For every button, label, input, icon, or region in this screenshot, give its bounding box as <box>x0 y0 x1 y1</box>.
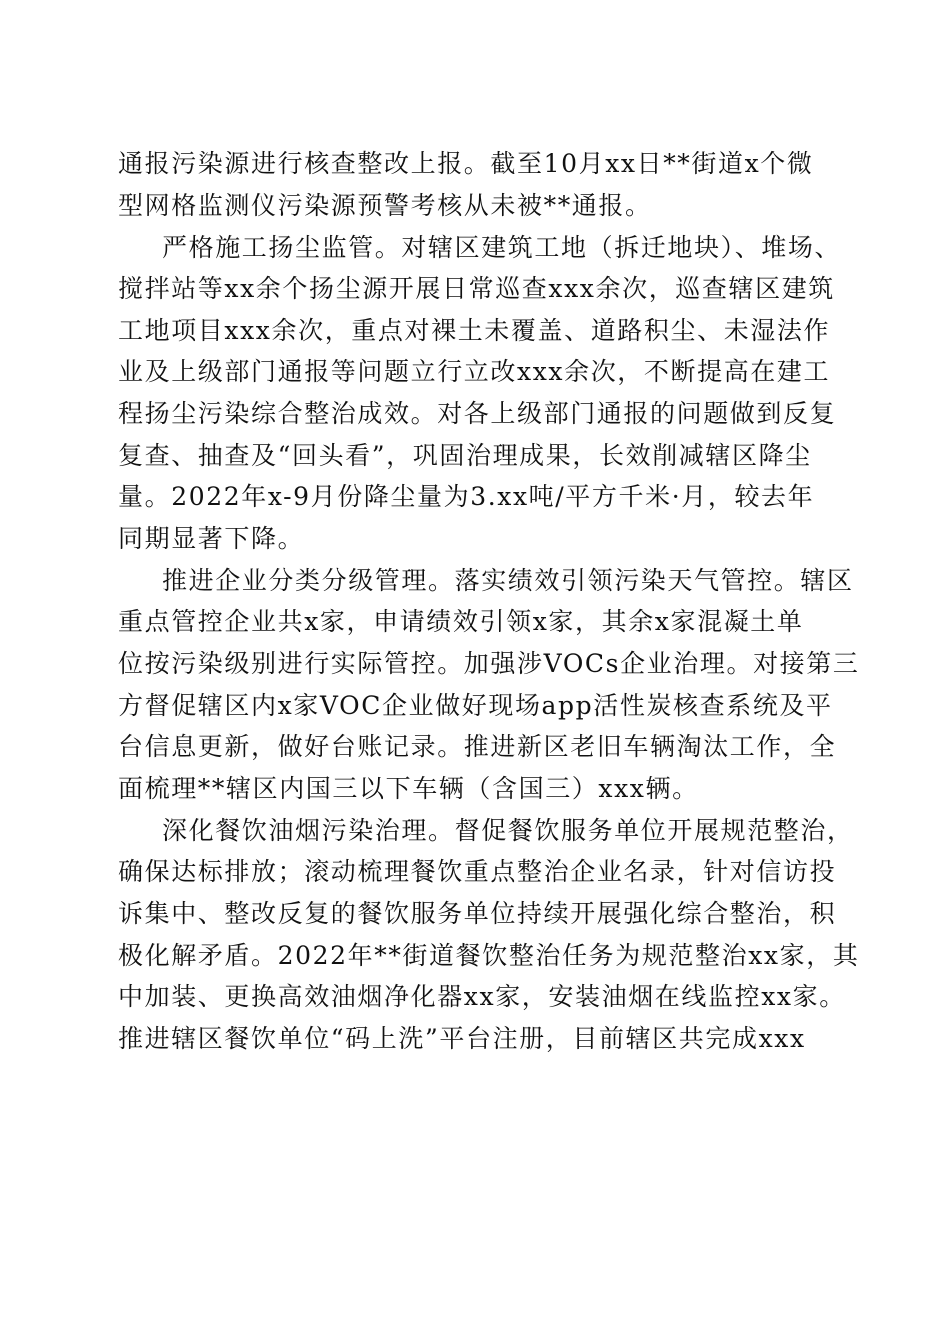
text-line: 复查、抽查及“回头看”，巩固治理成果，长效削减辖区降尘 <box>118 441 812 470</box>
text-line: 工地项目xxx余次，重点对裸土未覆盖、道路积尘、未湿法作 <box>118 316 831 345</box>
text-line: 同期显著下降。 <box>118 524 305 553</box>
text-line: 诉集中、整改反复的餐饮服务单位持续开展强化综合整治，积 <box>118 899 837 928</box>
text-line: 通报污染源进行核查整改上报。截至10月xx日**街道x个微 <box>118 149 814 178</box>
text-line: 中加装、更换高效油烟净化器xx家，安装油烟在线监控xx家。 <box>118 982 846 1011</box>
text-line: 业及上级部门通报等问题立行立改xxx余次，不断提高在建工 <box>118 357 831 386</box>
paragraph-start-line: 深化餐饮油烟污染治理。督促餐饮服务单位开展规范整治， <box>162 816 854 845</box>
text-line: 程扬尘污染综合整治成效。对各上级部门通报的问题做到反复 <box>118 399 837 428</box>
text-line: 重点管控企业共x家，申请绩效引领x家，其余x家混凝土单 <box>118 607 804 636</box>
paragraph-start-line: 严格施工扬尘监管。对辖区建筑工地（拆迁地块）、堆场、 <box>162 233 842 262</box>
text-line: 方督促辖区内x家VOC企业做好现场app活性炭核查系统及平 <box>118 691 833 720</box>
text-line: 台信息更新，做好台账记录。推进新区老旧车辆淘汰工作，全 <box>118 732 837 761</box>
text-line: 量。2022年x-9月份降尘量为3.xx吨/平方千米·月，较去年 <box>118 482 815 511</box>
text-line: 极化解矛盾。2022年**街道餐饮整治任务为规范整治xx家，其 <box>118 941 860 970</box>
text-line: 面梳理**辖区内国三以下车辆（含国三）xxx辆。 <box>118 774 699 803</box>
text-line: 搅拌站等xx余个扬尘源开展日常巡查xxx余次，巡查辖区建筑 <box>118 274 835 303</box>
text-line: 推进辖区餐饮单位“码上洗”平台注册，目前辖区共完成xxx <box>118 1024 806 1053</box>
paragraph-start-line: 推进企业分类分级管理。落实绩效引领污染天气管控。辖区 <box>162 566 854 595</box>
text-line: 型网格监测仪污染源预警考核从未被**通报。 <box>118 191 652 220</box>
text-line: 确保达标排放；滚动梳理餐饮重点整治企业名录，针对信访投 <box>118 857 837 886</box>
text-line: 位按污染级别进行实际管控。加强涉VOCs企业治理。对接第三 <box>118 649 860 678</box>
